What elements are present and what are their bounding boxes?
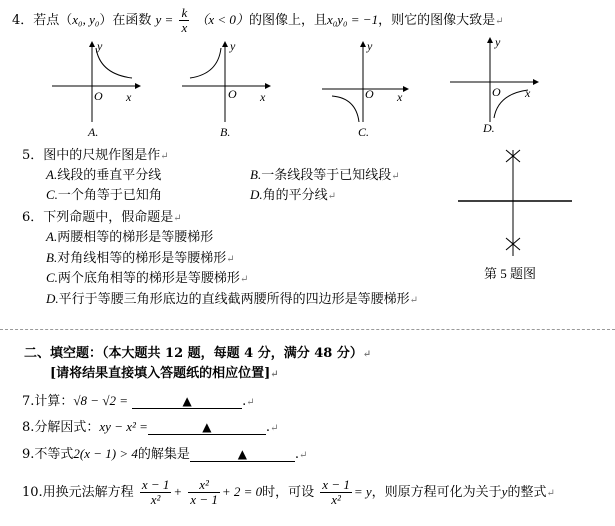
q9-answer-marker: ▲ [237,447,248,461]
graph-d-label: D. [483,121,495,135]
graph-d[interactable] [450,35,538,135]
q7-expression: √8 − √2 = [73,393,128,408]
q4-func-fraction [179,6,189,35]
q9-prefix: 9.不等式 [22,447,74,462]
section2-instruction [50,362,279,381]
q9-mid: 的解集是 [137,447,190,462]
q10-fraction-1-den: x² [150,492,161,507]
graph-c-y-label: y [367,39,373,53]
q5-figure-caption: 第 5 题图 [484,266,537,281]
graph-c-x-label: x [397,90,403,104]
q6-option-c-letter: C. [46,270,58,285]
q10-tail-a: ，则原方程可化为关于 [371,485,502,500]
q10-fraction-1-num: x − 1 [141,477,170,492]
q5-option-b-text: 一条线段等于已知线段 [261,168,392,183]
q7-answer-marker: ▲ [182,394,192,408]
q4-text-tail: ，则它的图像大致是 [378,13,496,28]
q10-fraction-2 [188,478,220,507]
q5-option-a[interactable] [46,164,161,183]
q5-option-c-letter: C. [46,187,58,202]
return-mark: ↵ [160,151,169,162]
q6-stem [22,206,182,225]
q5-option-a-letter: A. [46,167,58,182]
q4-text-mid2: 的图像上，且 [248,13,327,28]
q4-product: x₀y₀ = −1 [326,12,379,27]
graph-c-curve [332,96,359,122]
q6-option-a[interactable] [46,226,213,245]
q5-option-d-text: 角的平分线 [262,188,328,203]
return-mark: ↵ [391,171,400,182]
q5-option-c[interactable] [46,184,162,203]
q6-option-c-text: 两个底角相等的梯形是等腰梯形 [57,271,240,286]
q6-option-c[interactable] [46,267,248,286]
q10-fraction-1 [140,478,172,507]
graph-d-origin: O [492,85,501,99]
q10-fraction-3 [320,478,352,507]
section2-heading-text: 二、填空题：（本大题共 12 题，每题 4 分，满分 48 分） [24,346,363,361]
q10-equation-rest: + 2 = 0 [221,484,263,499]
q10-fraction-3-num: x − 1 [322,477,350,492]
graph-a-x-label: x [126,90,132,104]
q7 [22,390,255,409]
q9-end: . [294,447,300,462]
graph-b-origin: O [228,87,237,101]
graph-b[interactable] [182,39,270,139]
q7-end: . [242,394,247,409]
q10-fraction-3-den: x² [331,492,341,507]
graph-a[interactable] [52,39,140,139]
q5-option-d[interactable] [250,184,336,203]
return-mark: ↵ [270,369,279,380]
graph-b-label: B. [220,125,231,139]
q6-option-a-text: 两腰相等的梯形是等腰梯形 [57,230,214,245]
q10-tail-b: 的整式 [507,485,547,500]
q6-option-d[interactable] [46,288,418,307]
q10-equals-y: = y [353,484,372,499]
q8-end: . [265,420,271,435]
q4-condition: （x < 0） [195,12,249,27]
graph-c[interactable] [322,39,408,139]
q10 [22,478,555,507]
q9-expression: 2(x − 1) > 4 [73,446,138,461]
q6-option-b-letter: B. [46,250,58,265]
return-mark: ↵ [270,423,279,434]
q5-stem-text: 5．图中的尺规作图是作 [22,148,161,163]
q4-point: x₀, y₀ [72,12,100,27]
graph-d-x-label: x [525,86,531,100]
q8-answer-marker: ▲ [202,420,212,434]
graph-a-y-label: y [97,39,103,53]
q5-option-b[interactable] [250,164,400,183]
return-mark: ↵ [239,274,249,285]
q5-option-b-letter: B. [250,167,262,182]
return-mark: ↵ [495,16,504,27]
return-mark: ↵ [327,191,337,202]
q6-option-b-text: 对角线相等的梯形是等腰梯形 [57,251,227,266]
q10-prefix: 10.用换元法解方程 [22,485,134,500]
q6-option-a-letter: A. [46,229,58,244]
q10-fraction-2-den: x − 1 [190,492,218,507]
graph-b-x-label: x [260,90,266,104]
return-mark: ↵ [226,254,235,265]
section2-heading [24,342,371,361]
q4-text-mid: ）在函数 [99,13,152,28]
return-mark: ↵ [173,213,182,224]
q9 [22,443,307,462]
graph-d-y-label: y [495,35,501,49]
q7-answer-blank[interactable] [132,395,242,409]
q6-option-d-text: 平行于等腰三角形底边的直线截两腰所得的四边形是等腰梯形 [58,292,410,307]
q5-option-a-text: 线段的垂直平分线 [57,168,162,183]
q5-option-d-letter: D. [250,187,263,202]
graph-a-label: A. [88,125,99,139]
q8 [22,416,278,435]
section-separator [0,329,615,330]
graph-c-label: C. [358,125,370,139]
graph-b-y-label: y [230,39,236,53]
q5-stem [22,144,169,163]
q8-prefix: 8.分解因式： [22,420,100,435]
q8-expression: xy − x² = [99,419,148,434]
q4-stem [12,6,503,35]
q10-mid: 时，可设 [262,485,315,500]
return-mark: ↵ [546,488,555,499]
q10-plus: + [173,484,183,499]
section2-instruction-text: [请将结果直接填入答题纸的相应位置] [50,366,271,381]
q4-number: 4．若点（ [12,13,73,28]
q6-stem-text: 6．下列命题中，假命题是 [22,210,174,225]
graph-a-origin: O [94,89,103,103]
q6-option-b[interactable] [46,247,235,266]
q5-option-c-text: 一个角等于已知角 [57,188,162,203]
return-mark: ↵ [409,295,419,306]
q6-option-d-letter: D. [46,291,59,306]
return-mark: ↵ [246,397,255,408]
q10-var-y: y [501,484,508,499]
q4-graphs [0,34,615,144]
return-mark: ↵ [362,349,372,360]
q4-func-k: k [181,5,188,20]
q4-func-y: y = [155,12,174,27]
q7-prefix: 7.计算： [22,394,74,409]
graph-b-curve [190,48,221,78]
return-mark: ↵ [299,450,308,461]
q8-answer-blank[interactable] [148,421,266,435]
q5-figure [450,142,580,287]
q4-func-x: x [181,20,188,35]
q10-fraction-2-num: x² [188,478,220,493]
q9-answer-blank[interactable] [190,448,295,462]
graph-c-origin: O [365,87,374,101]
